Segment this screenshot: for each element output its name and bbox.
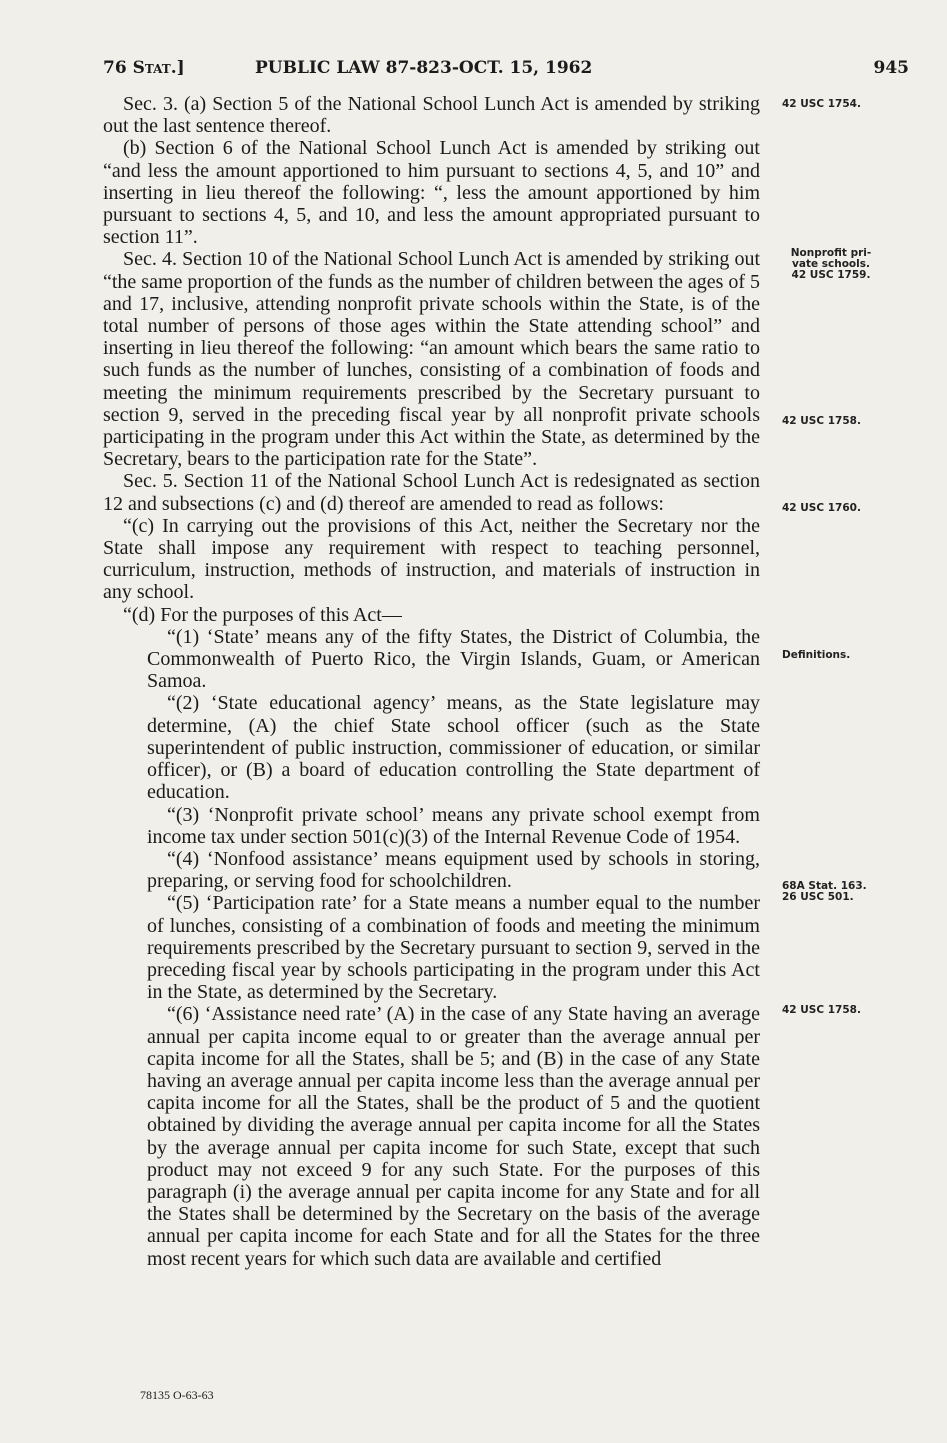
paragraph-sec4: Sec. 4. Section 10 of the National School Lunch Act is amended by striking out “the same proportion of the funds as the number of children between the ages of 5 and 17, inclusive, attending nonprofit private schools within the State, is of the total number of persons of those ages within the State attending school” and inserting in lieu thereof the following: “an amount which bears the same ratio to such funds as the number of lunches, consisting of a combination of foods and meeting the minimum requirements prescribed by the Secretary pursuant to section 9, served in the preceding fiscal year by all nonprofit private schools participating in the program under this Act within the State, as determined by the Secretary, bears to the participation rate for the State”. <box>103 248 761 471</box>
paragraph-sec5: Sec. 5. Section 11 of the National School Lunch Act is redesignated as section 12 and subsections (c) and (d) thereof are amended to read as follows: <box>103 470 760 515</box>
law-title: PUBLIC LAW 87-823-OCT. 15, 1962 <box>255 58 593 78</box>
margin-note-usc-1758-b: 42 USC 1758. <box>782 1004 861 1016</box>
paragraph-sec5d: “(d) For the purposes of this Act— <box>123 603 402 626</box>
margin-note-stat-163: 68A Stat. 163. 26 USC 501. <box>782 880 867 903</box>
margin-note-usc-1758: 42 USC 1758. <box>782 415 861 427</box>
paragraph-sec3a: Sec. 3. (a) Section 5 of the National School Lunch Act is amended by striking out the last sentence thereof. <box>103 93 760 138</box>
paragraph-sec3b: (b) Section 6 of the National School Lunch Act is amended by striking out “and less the amount apportioned to him pursuant to sections 4, 5, and 10” and inserting in lieu thereof the following: “, less the amount apportioned by him pursuant to sections 4, 5, and 10, and less the amount appropriated pursuant to section 11”. <box>103 137 760 249</box>
page-number: 945 <box>873 58 909 78</box>
page-header <box>103 58 909 84</box>
definition-1: “(1) ‘State’ means any of the fifty States, the District of Columbia, the Commonwealth of Puerto Rico, the Virgin Islands, Guam, or American Samoa. <box>147 625 760 693</box>
definition-4: “(4) ‘Nonfood assistance’ means equipment used by schools in storing, preparing, or serving food for schoolchildren. <box>147 847 760 893</box>
definition-6: “(6) ‘Assistance need rate’ (A) in the case of any State having an average annual per capita income equal to or greater than the average annual per capita income for all the States, shall be 5; and (B) in the case of any State having an average annual per capita income less than the average annual per capita income for all the States, shall be the product of 5 and the quotient obtained by dividing the average annual per capita income for all the States by the average annual per capita income for such State, except that such product may not exceed 9 for any such State. For the purposes of this paragraph (i) the average annual per capita income for any State and for all the States shall be determined by the Secretary on the basis of the average annual per capita income for each State and for all the States for the three most recent years for which such data are available and certified <box>147 1003 760 1270</box>
paragraph-sec5c: “(c) In carrying out the provisions of this Act, neither the Secretary nor the State shall impose any requirement with respect to teaching personnel, curriculum, instruction, methods of instruction, and materials of instruction in any school. <box>103 514 760 604</box>
volume-reference: 76 Stat.] <box>103 58 185 78</box>
definition-3: “(3) ‘Nonprofit private school’ means any private school exempt from income tax under section 501(c)(3) of the Internal Revenue Code of 1954. <box>147 803 760 848</box>
statute-body <box>103 93 760 1270</box>
margin-note-usc-1760: 42 USC 1760. <box>782 502 861 514</box>
definition-5: “(5) ‘Participation rate’ for a State means a number equal to the number of lunches, consisting of a combination of foods and meeting the minimum requirements prescribed by the Secretary pursuant to section 9, served in the preceding fiscal year by schools participating in the program under this Act in the State, as determined by the Secretary. <box>147 892 760 1004</box>
margin-note-definitions: Definitions. <box>782 649 851 661</box>
margin-note-usc-1754: 42 USC 1754. <box>782 98 861 110</box>
print-code: 78135 O-63-63 <box>140 1388 214 1402</box>
margin-note-nonprofit: Nonprofit pri- vate schools. 42 USC 1759. <box>790 247 872 281</box>
definition-2: “(2) ‘State educational agency’ means, as the State legislature may determine, (A) the chief State school officer (such as the State superintendent of public instruction, commissioner of education, or similar officer), or (B) a board of education controlling the State department of education. <box>147 692 760 804</box>
